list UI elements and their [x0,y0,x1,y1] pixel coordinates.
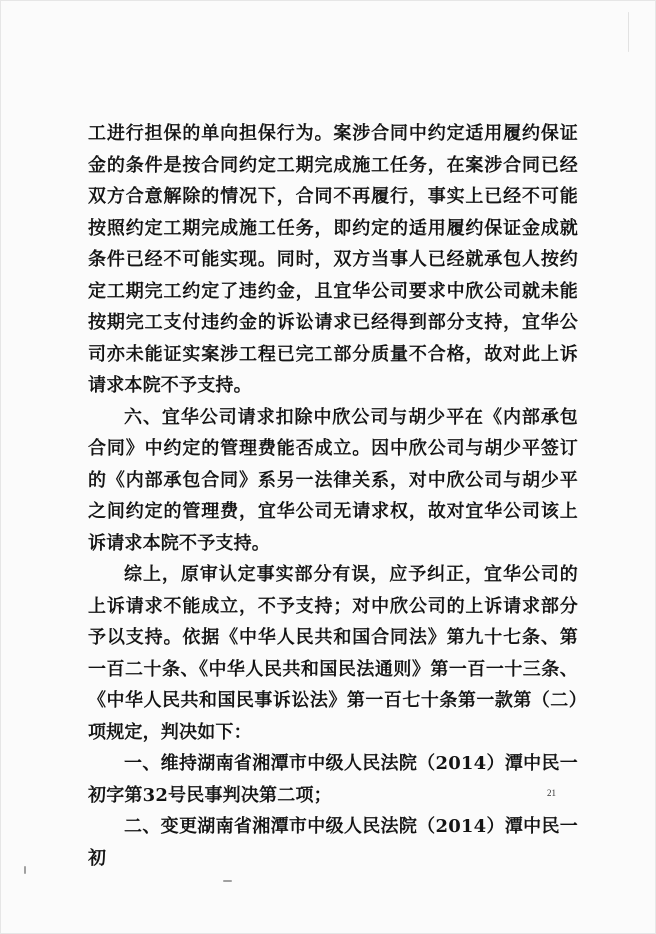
scan-speck [24,866,26,874]
page-number: 21 [547,788,556,798]
scan-edge-shadow [628,12,629,52]
paragraph-ruling-one: 一、维持湖南省湘潭市中级人民法院（2014）潭中民一初字第32号民事判决第二项； [88,753,578,806]
paragraph-ruling-two: 二、变更湖南省湘潭市中级人民法院（2014）潭中民一初 [88,816,578,869]
judgment-body-text [88,118,578,874]
paragraph-conclusion: 综上，原审认定事实部分有误，应予纠正，宜华公司的上诉请求不能成立，不予支持；对中欣公司的上诉请求部分予以支持。依据《中华人民共和国合同法》第九十七条、第一百二十条、《中华人民共和国民法通则》第一百一十三条、《中华人民共和国民事诉讼法》第一百七十条第一款第（二）项规定，判决如下： [88,564,578,743]
scan-speck [223,880,232,882]
paragraph-guarantee-continuation: 工进行担保的单向担保行为。案涉合同中约定适用履约保证金的条件是按合同约定工期完成施工任务，在案涉合同已经双方合意解除的情况下，合同不再履行，事实上已经不可能按照约定工期完成施工任务，即约定的适用履约保证金成就条件已经不可能实现。同时，双方当事人已经就承包人按约定工期完工约定了违约金，且宜华公司要求中欣公司就未能按期完工支付违约金的诉讼请求已经得到部分支持，宜华公司亦未能证实案涉工程已完工部分质量不合格，故对此上诉请求本院不予支持。 [88,123,578,396]
paragraph-six-management-fee: 六、宜华公司请求扣除中欣公司与胡少平在《内部承包合同》中约定的管理费能否成立。因中欣公司与胡少平签订的《内部承包合同》系另一法律关系，对中欣公司与胡少平之间约定的管理费，宜华公司无请求权，故对宜华公司该上诉请求本院不予支持。 [88,406,578,554]
